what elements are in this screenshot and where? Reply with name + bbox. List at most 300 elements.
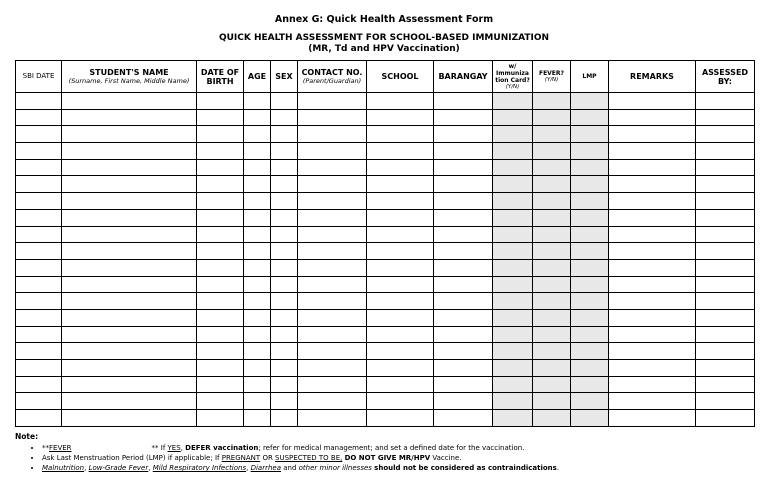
annex-title: Annex G: Quick Health Assessment Form <box>274 14 494 25</box>
table-cell[interactable] <box>493 176 533 193</box>
table-cell[interactable] <box>244 376 271 393</box>
table-cell[interactable] <box>609 343 696 360</box>
table-cell[interactable] <box>197 410 244 427</box>
table-cell[interactable] <box>298 193 367 210</box>
table-cell[interactable] <box>571 126 609 143</box>
col-school: SCHOOL <box>367 61 434 93</box>
table-cell[interactable] <box>197 193 244 210</box>
table-cell[interactable] <box>298 109 367 126</box>
table-cell[interactable] <box>271 276 298 293</box>
table-cell[interactable] <box>533 393 571 410</box>
table-cell[interactable] <box>16 410 62 427</box>
table-cell[interactable] <box>271 326 298 343</box>
table-cell[interactable] <box>271 176 298 193</box>
table-cell[interactable] <box>609 360 696 377</box>
table-cell[interactable] <box>434 193 493 210</box>
table-cell[interactable] <box>493 159 533 176</box>
table-cell[interactable] <box>434 209 493 226</box>
table-cell[interactable] <box>609 176 696 193</box>
table-cell[interactable] <box>271 343 298 360</box>
table-cell[interactable] <box>298 159 367 176</box>
table-cell[interactable] <box>244 393 271 410</box>
table-cell[interactable] <box>367 376 434 393</box>
table-cell[interactable] <box>609 159 696 176</box>
table-cell[interactable] <box>571 209 609 226</box>
table-cell[interactable] <box>62 309 197 326</box>
table-cell[interactable] <box>197 309 244 326</box>
table-cell[interactable] <box>696 193 755 210</box>
col-sbi-date: SBI DATE <box>16 61 62 93</box>
table-cell[interactable] <box>197 376 244 393</box>
table-cell[interactable] <box>493 360 533 377</box>
note-ci-malnutrition: Malnutrition <box>42 464 85 472</box>
table-cell[interactable] <box>434 360 493 377</box>
table-cell[interactable] <box>696 293 755 310</box>
table-cell[interactable] <box>298 209 367 226</box>
table-cell[interactable] <box>696 159 755 176</box>
table-cell[interactable] <box>434 326 493 343</box>
table-cell[interactable] <box>197 176 244 193</box>
table-cell[interactable] <box>298 326 367 343</box>
table-cell[interactable] <box>434 109 493 126</box>
table-cell[interactable] <box>244 226 271 243</box>
table-row <box>16 259 755 276</box>
table-cell[interactable] <box>533 109 571 126</box>
table-cell[interactable] <box>244 410 271 427</box>
table-cell[interactable] <box>533 360 571 377</box>
table-cell[interactable] <box>62 326 197 343</box>
table-cell[interactable] <box>244 193 271 210</box>
table-cell[interactable] <box>571 93 609 110</box>
table-cell[interactable] <box>197 243 244 260</box>
table-cell[interactable] <box>298 293 367 310</box>
table-cell[interactable] <box>696 93 755 110</box>
table-cell[interactable] <box>244 326 271 343</box>
table-cell[interactable] <box>367 326 434 343</box>
table-cell[interactable] <box>16 93 62 110</box>
table-cell[interactable] <box>533 159 571 176</box>
table-cell[interactable] <box>197 393 244 410</box>
table-cell[interactable] <box>271 360 298 377</box>
table-cell[interactable] <box>244 93 271 110</box>
table-cell[interactable] <box>16 343 62 360</box>
table-cell[interactable] <box>609 126 696 143</box>
table-cell[interactable] <box>367 226 434 243</box>
table-cell[interactable] <box>16 176 62 193</box>
table-cell[interactable] <box>434 143 493 160</box>
table-cell[interactable] <box>571 309 609 326</box>
table-cell[interactable] <box>367 126 434 143</box>
table-cell[interactable] <box>609 143 696 160</box>
table-cell[interactable] <box>244 293 271 310</box>
table-cell[interactable] <box>609 376 696 393</box>
table-cell[interactable] <box>271 309 298 326</box>
note-lmp-donot: DO NOT GIVE MR/HPV <box>344 454 431 462</box>
table-cell[interactable] <box>493 343 533 360</box>
table-row <box>16 159 755 176</box>
table-cell[interactable] <box>197 343 244 360</box>
table-row <box>16 326 755 343</box>
table-cell[interactable] <box>434 309 493 326</box>
table-cell[interactable] <box>571 143 609 160</box>
table-cell[interactable] <box>16 226 62 243</box>
table-cell[interactable] <box>62 176 197 193</box>
table-cell[interactable] <box>244 209 271 226</box>
table-cell[interactable] <box>244 259 271 276</box>
table-cell[interactable] <box>367 209 434 226</box>
table-cell[interactable] <box>609 326 696 343</box>
table-cell[interactable] <box>696 393 755 410</box>
table-cell[interactable] <box>244 243 271 260</box>
table-cell[interactable] <box>197 326 244 343</box>
table-cell[interactable] <box>62 159 197 176</box>
table-cell[interactable] <box>197 109 244 126</box>
table-cell[interactable] <box>434 393 493 410</box>
note-fever <box>42 443 762 453</box>
table-cell[interactable] <box>244 143 271 160</box>
table-cell[interactable] <box>298 93 367 110</box>
table-cell[interactable] <box>271 143 298 160</box>
note-ci-mild: Mild Respiratory Infections <box>152 464 247 472</box>
table-cell[interactable] <box>696 109 755 126</box>
table-cell[interactable] <box>533 243 571 260</box>
table-cell[interactable] <box>434 376 493 393</box>
table-cell[interactable] <box>367 93 434 110</box>
table-cell[interactable] <box>16 109 62 126</box>
table-cell[interactable] <box>298 259 367 276</box>
table-cell[interactable] <box>434 410 493 427</box>
note-fever-rest: ; refer for medical management; and set a defined date for the vaccination. <box>258 444 525 452</box>
table-cell[interactable] <box>696 309 755 326</box>
table-cell[interactable] <box>609 309 696 326</box>
col-student-name-label: STUDENT'S NAME <box>89 68 169 77</box>
table-cell[interactable] <box>271 109 298 126</box>
table-cell[interactable] <box>533 193 571 210</box>
note-ci-should: should not be considered as contraindications <box>374 464 557 472</box>
table-cell[interactable] <box>62 126 197 143</box>
table-cell[interactable] <box>609 109 696 126</box>
table-cell[interactable] <box>434 259 493 276</box>
table-cell[interactable] <box>367 159 434 176</box>
table-cell[interactable] <box>696 326 755 343</box>
table-cell[interactable] <box>271 243 298 260</box>
table-cell[interactable] <box>533 326 571 343</box>
table-cell[interactable] <box>533 176 571 193</box>
note-fever-instr-stars: ** If <box>151 444 166 452</box>
table-cell[interactable] <box>16 293 62 310</box>
table-cell[interactable] <box>62 376 197 393</box>
table-cell[interactable] <box>571 176 609 193</box>
note-fever-stars: ** <box>42 444 49 452</box>
table-cell[interactable] <box>493 276 533 293</box>
table-cell[interactable] <box>197 226 244 243</box>
table-cell[interactable] <box>244 343 271 360</box>
table-cell[interactable] <box>571 376 609 393</box>
table-cell[interactable] <box>197 293 244 310</box>
table-cell[interactable] <box>533 93 571 110</box>
table-cell[interactable] <box>493 243 533 260</box>
table-cell[interactable] <box>434 243 493 260</box>
table-row <box>16 93 755 110</box>
table-cell[interactable] <box>271 376 298 393</box>
table-cell[interactable] <box>367 243 434 260</box>
table-cell[interactable] <box>62 393 197 410</box>
table-row <box>16 410 755 427</box>
col-immunization-card <box>493 61 533 93</box>
table-cell[interactable] <box>533 309 571 326</box>
table-cell[interactable] <box>271 126 298 143</box>
table-cell[interactable] <box>571 259 609 276</box>
table-cell[interactable] <box>62 193 197 210</box>
note-lmp-or: OR <box>262 454 273 462</box>
table-cell[interactable] <box>493 410 533 427</box>
table-cell[interactable] <box>434 93 493 110</box>
col-fever <box>533 61 571 93</box>
table-cell[interactable] <box>571 393 609 410</box>
table-cell[interactable] <box>62 143 197 160</box>
table-cell[interactable] <box>16 259 62 276</box>
table-cell[interactable] <box>271 393 298 410</box>
table-cell[interactable] <box>62 343 197 360</box>
table-cell[interactable] <box>298 276 367 293</box>
table-cell[interactable] <box>696 176 755 193</box>
table-cell[interactable] <box>197 126 244 143</box>
table-cell[interactable] <box>367 293 434 310</box>
table-cell[interactable] <box>62 410 197 427</box>
table-cell[interactable] <box>298 309 367 326</box>
table-cell[interactable] <box>609 209 696 226</box>
table-cell[interactable] <box>62 226 197 243</box>
table-cell[interactable] <box>244 309 271 326</box>
table-cell[interactable] <box>298 126 367 143</box>
table-cell[interactable] <box>533 410 571 427</box>
table-cell[interactable] <box>493 193 533 210</box>
table-cell[interactable] <box>16 209 62 226</box>
table-row <box>16 209 755 226</box>
table-cell[interactable] <box>62 360 197 377</box>
table-cell[interactable] <box>434 126 493 143</box>
table-cell[interactable] <box>367 193 434 210</box>
table-cell[interactable] <box>62 293 197 310</box>
table-cell[interactable] <box>298 226 367 243</box>
table-cell[interactable] <box>298 243 367 260</box>
table-cell[interactable] <box>16 126 62 143</box>
table-cell[interactable] <box>696 410 755 427</box>
table-cell[interactable] <box>244 360 271 377</box>
table-cell[interactable] <box>609 93 696 110</box>
table-cell[interactable] <box>367 343 434 360</box>
table-row <box>16 243 755 260</box>
note-contraindications: • Malnutrition, Low-Grade Fever, Mild Respiratory Infections, Diarrhea and other minor illnesses should not be considered as contraindications. <box>42 463 762 473</box>
table-cell[interactable] <box>696 376 755 393</box>
table-cell[interactable] <box>434 176 493 193</box>
table-cell[interactable] <box>16 243 62 260</box>
note-lmp-pregnant: PREGNANT <box>221 454 261 462</box>
table-cell[interactable] <box>493 109 533 126</box>
table-cell[interactable] <box>571 159 609 176</box>
table-row <box>16 376 755 393</box>
table-cell[interactable] <box>271 209 298 226</box>
table-cell[interactable] <box>298 143 367 160</box>
table-cell[interactable] <box>16 159 62 176</box>
table-cell[interactable] <box>533 226 571 243</box>
table-cell[interactable] <box>367 143 434 160</box>
table-cell[interactable] <box>271 93 298 110</box>
table-cell[interactable] <box>493 293 533 310</box>
table-cell[interactable] <box>493 93 533 110</box>
table-cell[interactable] <box>533 259 571 276</box>
table-cell[interactable] <box>533 209 571 226</box>
table-cell[interactable] <box>609 276 696 293</box>
table-cell[interactable] <box>696 126 755 143</box>
notes-list <box>30 443 762 473</box>
table-cell[interactable] <box>434 293 493 310</box>
table-cell[interactable] <box>271 293 298 310</box>
table-cell[interactable] <box>298 176 367 193</box>
table-cell[interactable] <box>571 243 609 260</box>
table-cell[interactable] <box>197 259 244 276</box>
table-cell[interactable] <box>271 259 298 276</box>
table-cell[interactable] <box>244 109 271 126</box>
table-cell[interactable] <box>571 343 609 360</box>
table-cell[interactable] <box>271 226 298 243</box>
table-cell[interactable] <box>609 193 696 210</box>
table-cell[interactable] <box>434 343 493 360</box>
table-cell[interactable] <box>533 293 571 310</box>
col-assessed-by: ASSESSED BY: <box>696 61 755 93</box>
table-cell[interactable] <box>367 109 434 126</box>
table-cell[interactable] <box>298 376 367 393</box>
table-row <box>16 226 755 243</box>
table-cell[interactable] <box>493 326 533 343</box>
table-cell[interactable] <box>696 143 755 160</box>
table-cell[interactable] <box>16 309 62 326</box>
table-cell[interactable] <box>609 226 696 243</box>
header-row <box>16 61 755 93</box>
form-title-line1: QUICK HEALTH ASSESSMENT FOR SCHOOL-BASED IMMUNIZATION <box>218 33 550 43</box>
table-cell[interactable] <box>16 360 62 377</box>
table-cell[interactable] <box>696 243 755 260</box>
table-cell[interactable] <box>493 259 533 276</box>
table-cell[interactable] <box>696 343 755 360</box>
table-cell[interactable] <box>298 393 367 410</box>
table-cell[interactable] <box>16 143 62 160</box>
table-cell[interactable] <box>493 143 533 160</box>
table-cell[interactable] <box>609 393 696 410</box>
table-cell[interactable] <box>244 126 271 143</box>
table-cell[interactable] <box>244 176 271 193</box>
table-row <box>16 309 755 326</box>
table-cell[interactable] <box>434 159 493 176</box>
table-cell[interactable] <box>571 360 609 377</box>
table-cell[interactable] <box>298 360 367 377</box>
table-cell[interactable] <box>493 226 533 243</box>
table-cell[interactable] <box>571 226 609 243</box>
form-title-line2: (MR, Td and HPV Vaccination) <box>308 44 460 54</box>
table-cell[interactable] <box>493 309 533 326</box>
table-cell[interactable] <box>493 126 533 143</box>
table-cell[interactable] <box>367 276 434 293</box>
table-row <box>16 109 755 126</box>
table-cell[interactable] <box>16 376 62 393</box>
table-cell[interactable] <box>62 93 197 110</box>
table-cell[interactable] <box>16 193 62 210</box>
table-cell[interactable] <box>367 176 434 193</box>
table-cell[interactable] <box>271 410 298 427</box>
table-cell[interactable] <box>609 243 696 260</box>
table-cell[interactable] <box>696 259 755 276</box>
table-cell[interactable] <box>197 159 244 176</box>
col-contact-label: CONTACT NO. <box>301 68 363 77</box>
table-cell[interactable] <box>197 209 244 226</box>
table-cell[interactable] <box>609 410 696 427</box>
table-cell[interactable] <box>367 259 434 276</box>
table-cell[interactable] <box>696 276 755 293</box>
table-cell[interactable] <box>197 143 244 160</box>
table-cell[interactable] <box>571 293 609 310</box>
table-cell[interactable] <box>696 209 755 226</box>
table-cell[interactable] <box>16 326 62 343</box>
table-cell[interactable] <box>298 343 367 360</box>
table-cell[interactable] <box>244 159 271 176</box>
table-cell[interactable] <box>493 376 533 393</box>
table-cell[interactable] <box>367 309 434 326</box>
table-cell[interactable] <box>298 410 367 427</box>
table-cell[interactable] <box>16 393 62 410</box>
table-cell[interactable] <box>571 109 609 126</box>
table-cell[interactable] <box>493 393 533 410</box>
note-lmp-vaccine: Vaccine. <box>432 454 462 462</box>
table-cell[interactable] <box>367 360 434 377</box>
col-student-name-sub: (Surname, First Name, Middle Name) <box>68 77 190 85</box>
table-cell[interactable] <box>533 143 571 160</box>
table-cell[interactable] <box>571 276 609 293</box>
table-cell[interactable] <box>271 159 298 176</box>
table-cell[interactable] <box>571 326 609 343</box>
table-cell[interactable] <box>609 293 696 310</box>
table-cell[interactable] <box>16 276 62 293</box>
table-cell[interactable] <box>493 209 533 226</box>
table-cell[interactable] <box>696 360 755 377</box>
table-cell[interactable] <box>62 109 197 126</box>
table-cell[interactable] <box>434 226 493 243</box>
table-cell[interactable] <box>197 93 244 110</box>
table-cell[interactable] <box>571 410 609 427</box>
table-cell[interactable] <box>62 276 197 293</box>
col-immunization-card-sub: (Y/N) <box>505 83 520 90</box>
table-cell[interactable] <box>62 209 197 226</box>
table-cell[interactable] <box>197 276 244 293</box>
table-cell[interactable] <box>533 343 571 360</box>
table-cell[interactable] <box>367 410 434 427</box>
table-cell[interactable] <box>571 193 609 210</box>
table-cell[interactable] <box>533 276 571 293</box>
table-cell[interactable] <box>533 376 571 393</box>
table-cell[interactable] <box>197 360 244 377</box>
table-cell[interactable] <box>533 126 571 143</box>
table-row <box>16 193 755 210</box>
table-cell[interactable] <box>609 259 696 276</box>
table-cell[interactable] <box>244 276 271 293</box>
note-fever-sep: , <box>180 444 183 452</box>
table-cell[interactable] <box>271 193 298 210</box>
table-cell[interactable] <box>696 226 755 243</box>
table-cell[interactable] <box>434 276 493 293</box>
col-contact-sub: (Parent/Guardian) <box>302 77 362 85</box>
table-cell[interactable] <box>62 259 197 276</box>
table-cell[interactable] <box>367 393 434 410</box>
table-cell[interactable] <box>62 243 197 260</box>
